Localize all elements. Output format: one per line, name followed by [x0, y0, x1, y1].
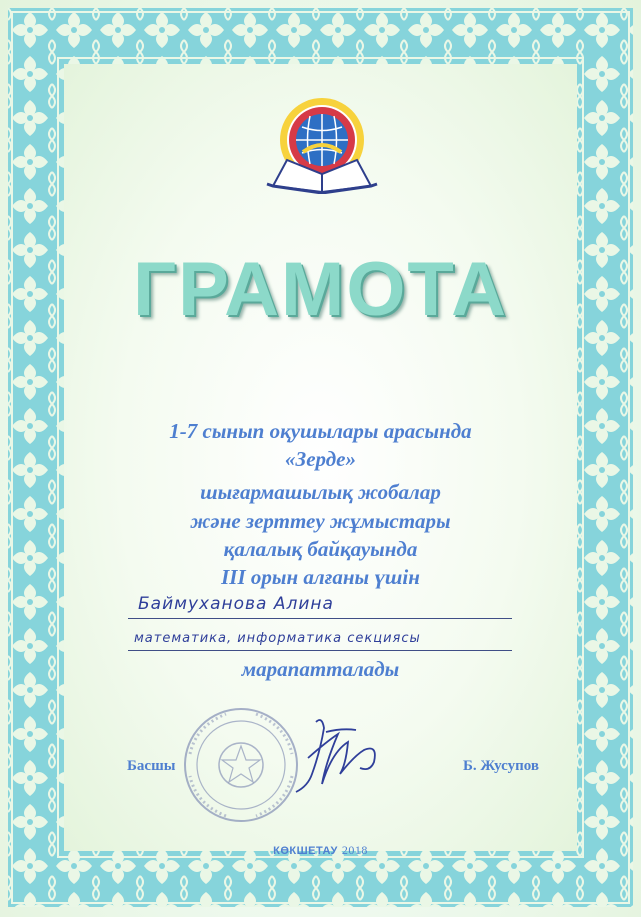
- awarded-text: марапатталады: [241, 657, 400, 681]
- footer-city: КӨКШЕТАУ: [273, 845, 338, 857]
- body-line-4: және зерттеу жұмыстары: [190, 509, 451, 533]
- education-department-logo: [265, 94, 380, 194]
- body-line-2: «Зерде»: [285, 447, 356, 471]
- body-line-5: қалалық байқауында: [223, 537, 418, 561]
- body-line-3: шығармашылық жобалар: [200, 480, 441, 504]
- signer-name: Б. Жусупов: [463, 758, 539, 774]
- section-name: математика, информатика секциясы: [134, 631, 421, 646]
- body-line-6: III орын алғаны үшін: [221, 565, 420, 589]
- handwritten-signature: [282, 712, 392, 798]
- body-line-1: 1-7 сынып оқушылары арасында: [169, 419, 472, 443]
- footer-city-year: [0, 843, 641, 858]
- recipient-name: Баймуханова Алина: [138, 594, 334, 614]
- recipient-underline: [128, 618, 512, 619]
- certificate-title: ГРАМОТА: [133, 247, 508, 332]
- signer-title: Басшы: [127, 758, 176, 774]
- footer-year: 2018: [341, 843, 368, 857]
- section-underline: [128, 650, 512, 651]
